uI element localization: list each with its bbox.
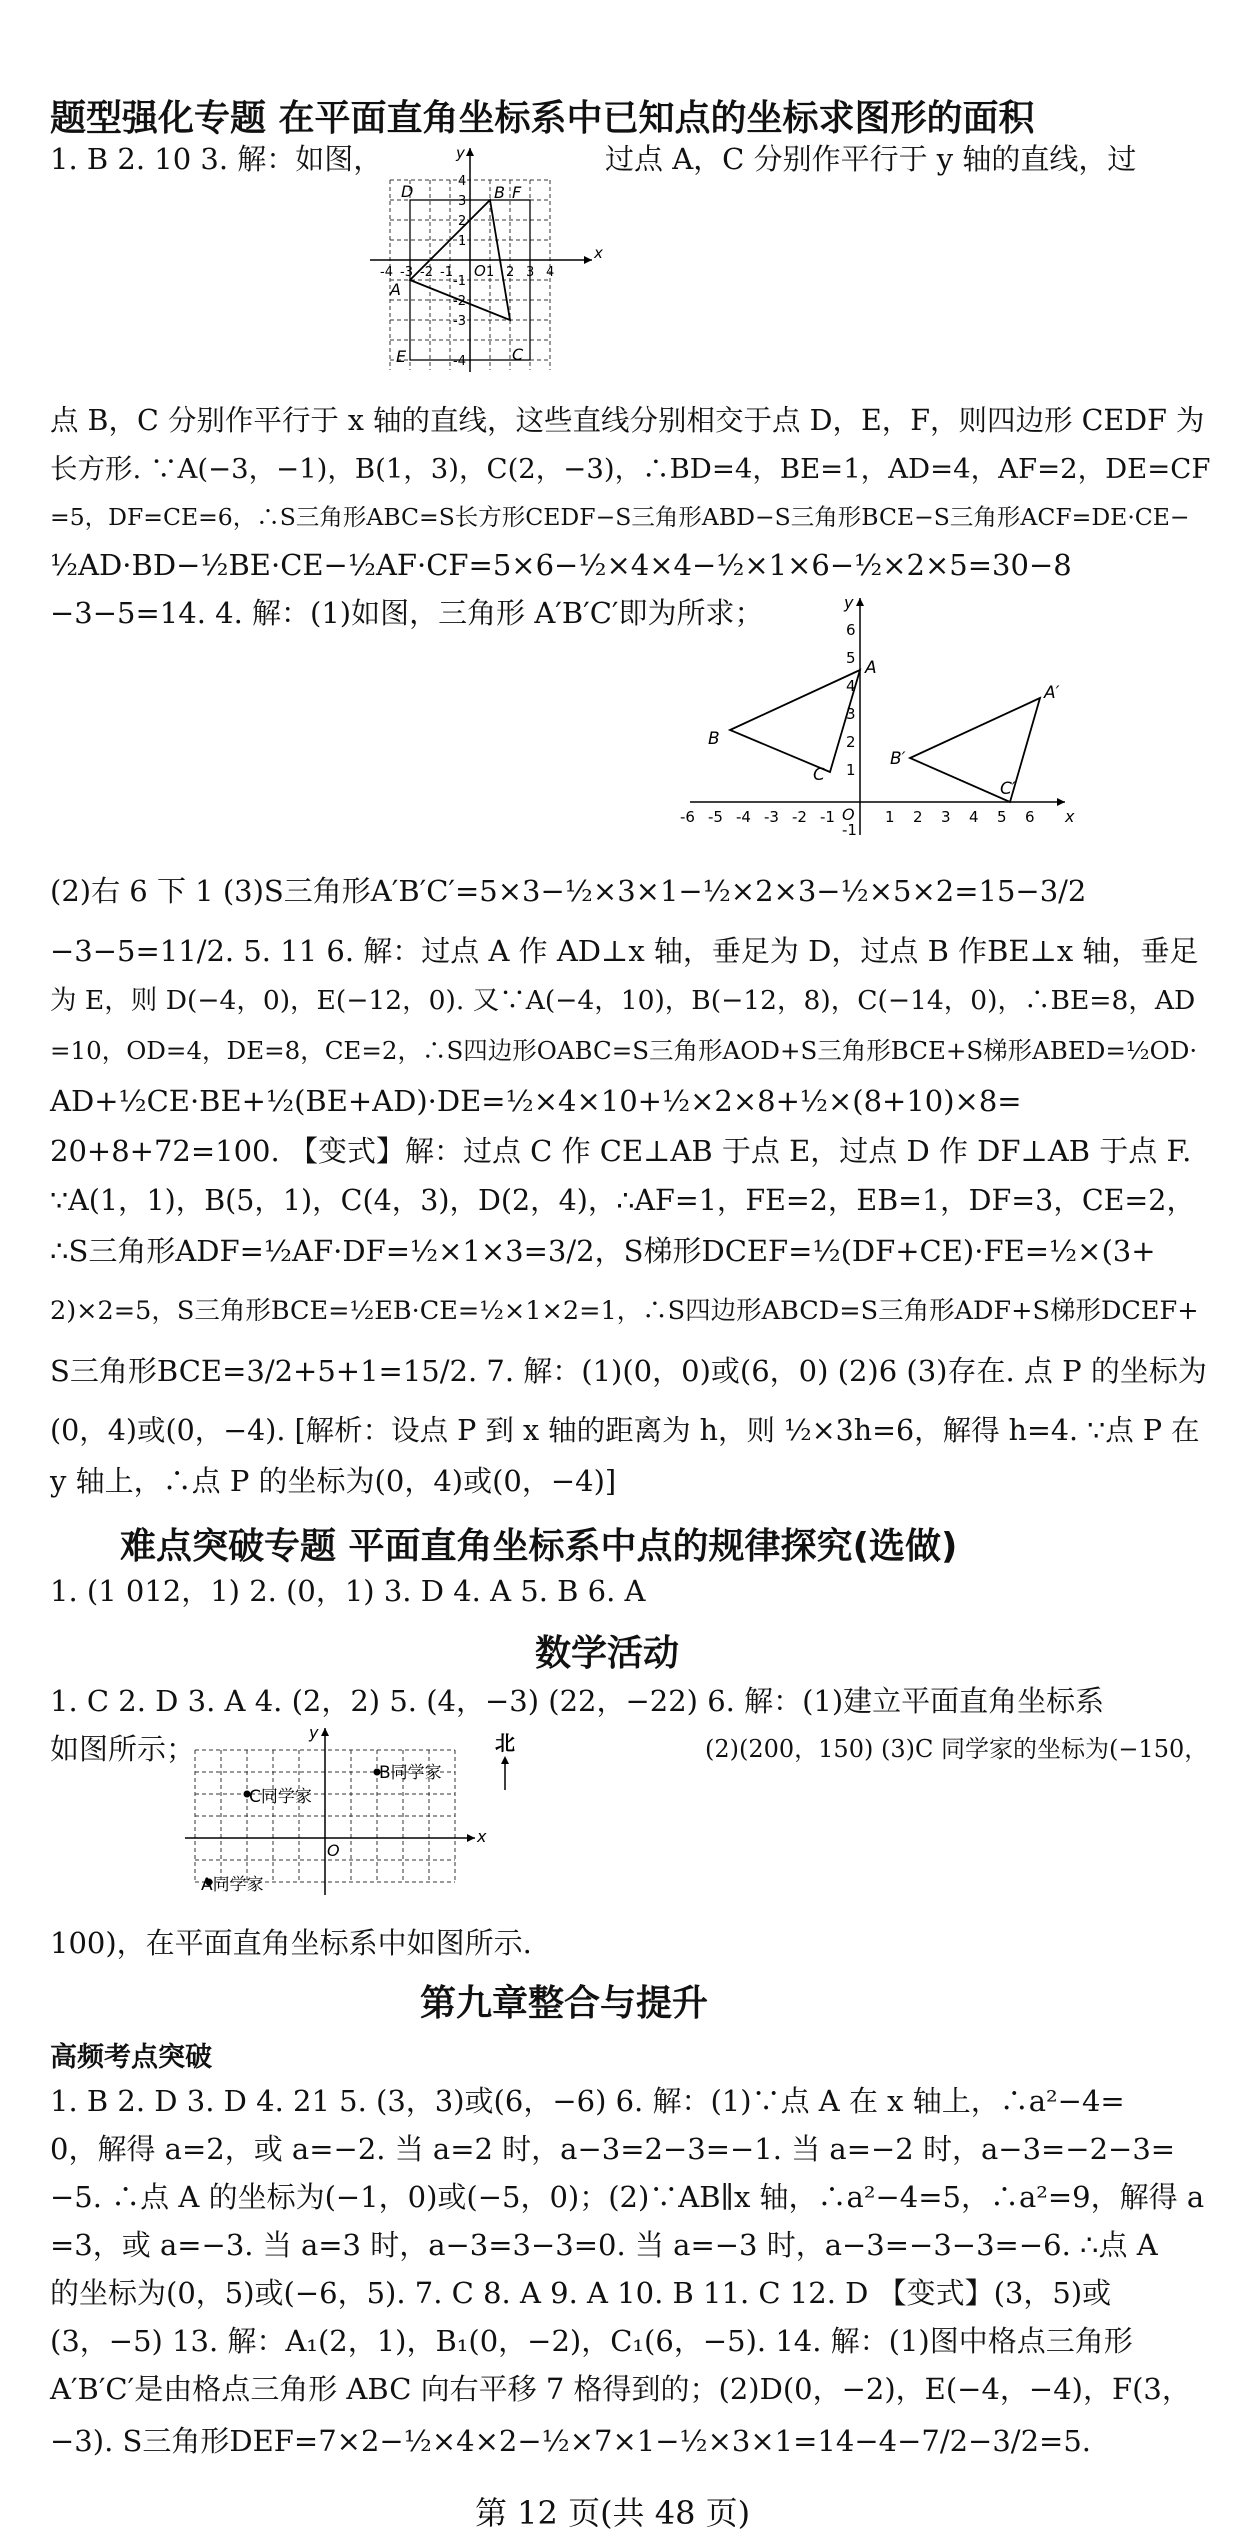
text-line-21: 1. C 2. D 3. A 4. (2，2) 5. (4，−3) (22，−22) 6. 解：(1)建立平面直角坐标系 [50, 1684, 1105, 1718]
text-line-19: y 轴上，∴点 P 的坐标为(0，4)或(0，−4)] [50, 1464, 617, 1498]
svg-text:-3: -3 [453, 314, 466, 329]
svg-text:3: 3 [458, 194, 467, 209]
text-line-18: (0，4)或(0，−4). [解析：设点 P 到 x 轴的距离为 h，则 ½×3h=6，解得 h=4. ∵点 P 在 [50, 1414, 1200, 1447]
text-line-24: 100)，在平面直角坐标系中如图所示. [50, 1926, 532, 1960]
page-footer: 第 12 页(共 48 页) [475, 2494, 751, 2532]
svg-text:6: 6 [846, 621, 856, 639]
svg-text:A′: A′ [1044, 683, 1060, 703]
svg-text:y: y [844, 593, 854, 612]
svg-text:F: F [512, 183, 522, 202]
text-line-28: =3，或 a=−3. 当 a=3 时，a−3=3−3=0. 当 a=−3 时，a−3=−3−3=−6. ∴点 A [50, 2228, 1158, 2262]
svg-text:4: 4 [969, 808, 979, 826]
text-line-9: −3−5=11/2. 5. 11 6. 解：过点 A 作 AD⊥x 轴，垂足为 D，过点 B 作BE⊥x 轴，垂足 [50, 934, 1199, 968]
svg-text:1: 1 [885, 808, 895, 826]
svg-text:O: O [474, 262, 486, 280]
svg-text:-2: -2 [453, 294, 466, 309]
north-label: 北 [495, 1731, 515, 1755]
text-line-4: 长方形. ∵A(−3，−1)，B(1，3)，C(2，−3)，∴BD=4，BE=1，AD=4，AF=2，DE=CF [50, 453, 1211, 485]
svg-text:-3: -3 [764, 808, 779, 826]
section-title-pattern: 难点突破专题 平面直角坐标系中点的规律探究(选做) [120, 1526, 958, 1567]
text-line-14: ∵A(1，1)，B(5，1)，C(4，3)，D(2，4)，∴AF=1，FE=2，EB=1，DF=3，CE=2， [50, 1184, 1195, 1217]
svg-text:-2: -2 [792, 808, 807, 826]
text-line-23: (2)(200，150) (3)C 同学家的坐标为(−150， [705, 1735, 1209, 1763]
svg-text:5: 5 [997, 808, 1007, 826]
svg-text:1: 1 [846, 761, 856, 779]
svg-text:1: 1 [458, 234, 467, 249]
svg-text:C同学家: C同学家 [249, 1787, 312, 1807]
svg-text:-3: -3 [400, 265, 413, 280]
text-line-13: 20+8+72=100. 【变式】解：过点 C 作 CE⊥AB 于点 E，过点 D 作 DF⊥AB 于点 F. [50, 1134, 1192, 1168]
svg-text:B′: B′ [890, 749, 906, 769]
svg-text:A: A [390, 280, 401, 299]
svg-text:A: A [865, 658, 877, 678]
text-line-25: 1. B 2. D 3. D 4. 21 5. (3，3)或(6，−6) 6. 解：(1)∵点 A 在 x 轴上，∴a²−4= [50, 2084, 1125, 2118]
svg-text:B同学家: B同学家 [379, 1763, 442, 1783]
section-title-activity: 数学活动 [535, 1633, 680, 1674]
text-line-11: =10，OD=4，DE=8，CE=2，∴S四边形OABC=S三角形AOD+S三角形BCE+S梯形ABED=½OD· [50, 1036, 1198, 1065]
svg-text:6: 6 [1025, 808, 1035, 826]
svg-text:4: 4 [846, 677, 856, 695]
svg-text:x: x [477, 1827, 487, 1846]
svg-text:1: 1 [486, 265, 495, 280]
text-line-29: 的坐标为(0，5)或(−6，5). 7. C 8. A 9. A 10. B 11. C 12. D 【变式】(3，5)或 [50, 2276, 1112, 2310]
svg-text:C′: C′ [1000, 779, 1016, 799]
text-line-32: −3). S三角形DEF=7×2−½×4×2−½×7×1−½×3×1=14−4−7/2−3/2=5. [50, 2424, 1091, 2458]
text-line-26: 0，解得 a=2，或 a=−2. 当 a=2 时，a−3=2−3=−1. 当 a=−2 时，a−3=−2−3= [50, 2132, 1176, 2166]
svg-text:y: y [309, 1723, 319, 1742]
text-line-16: 2)×2=5，S三角形BCE=½EB·CE=½×1×2=1，∴S四边形ABCD=S三角形ADF+S梯形DCEF+ [50, 1296, 1199, 1326]
svg-text:x: x [1065, 807, 1075, 826]
svg-text:3: 3 [526, 265, 535, 280]
svg-text:E: E [396, 347, 407, 366]
svg-text:2: 2 [846, 733, 856, 751]
svg-text:-1: -1 [440, 265, 453, 280]
text-line-30: (3，−5) 13. 解：A₁(2，1)，B₁(0，−2)，C₁(6，−5). 14. 解：(1)图中格点三角形 [50, 2324, 1133, 2358]
svg-text:O: O [327, 1841, 340, 1860]
svg-text:C: C [512, 345, 524, 364]
svg-text:-1: -1 [820, 808, 835, 826]
text-line-22: 如图所示； [50, 1732, 196, 1766]
figure-translated-triangle [680, 590, 1080, 840]
svg-text:3: 3 [846, 705, 856, 723]
svg-text:O: O [842, 805, 855, 824]
svg-text:-1: -1 [453, 274, 466, 289]
svg-text:-1: -1 [842, 821, 857, 839]
svg-text:x: x [594, 244, 603, 262]
svg-text:B: B [708, 729, 720, 749]
text-line-15: ∴S三角形ADF=½AF·DF=½×1×3=3/2，S梯形DCEF=½(DF+CE)·FE=½×(3+ [50, 1234, 1156, 1268]
svg-text:5: 5 [846, 649, 856, 667]
text-line-5: =5，DF=CE=6，∴S三角形ABC=S长方形CEDF−S三角形ABD−S三角形BCE−S三角形ACF=DE·CE− [50, 503, 1190, 531]
svg-text:C: C [813, 765, 825, 785]
text-line-20: 1. (1 012，1) 2. (0，1) 3. D 4. A 5. B 6. A [50, 1574, 646, 1608]
text-line-31: A′B′C′是由格点三角形 ABC 向右平移 7 格得到的；(2)D(0，−2)，E(−4，−4)，F(3， [50, 2372, 1191, 2406]
figure-classmates-map [175, 1720, 515, 1910]
text-line-17: S三角形BCE=3/2+5+1=15/2. 7. 解：(1)(0，0)或(6，0) (2)6 (3)存在. 点 P 的坐标为 [50, 1354, 1207, 1388]
svg-text:B: B [494, 183, 505, 202]
svg-text:y: y [456, 144, 465, 162]
text-line-12: AD+½CE·BE+½(BE+AD)·DE=½×4×10+½×2×8+½×(8+10)×8= [50, 1084, 1022, 1118]
svg-text:3: 3 [941, 808, 951, 826]
svg-text:A同学家: A同学家 [201, 1875, 264, 1895]
text-line-10: 为 E，则 D(−4，0)，E(−12，0). 又∵A(−4，10)，B(−12，8)，C(−14，0)，∴BE=8，AD [50, 985, 1196, 1016]
svg-text:4: 4 [546, 265, 555, 280]
svg-text:-4: -4 [736, 808, 751, 826]
text-line-27: −5. ∴点 A 的坐标为(−1，0)或(−5，0)；(2)∵AB∥x 轴，∴a²−4=5，∴a²=9，解得 a [50, 2180, 1205, 2214]
figure-triangle-rectangle [360, 140, 610, 385]
svg-text:2: 2 [458, 214, 467, 229]
text-line-3: 点 B，C 分别作平行于 x 轴的直线，这些直线分别相交于点 D，E，F，则四边形 CEDF 为 [50, 404, 1205, 437]
svg-text:-6: -6 [680, 808, 695, 826]
svg-text:2: 2 [506, 265, 515, 280]
text-line-2: 过点 A，C 分别作平行于 y 轴的直线，过 [605, 142, 1137, 176]
text-line-7: −3−5=14. 4. 解：(1)如图，三角形 A′B′C′即为所求； [50, 596, 764, 630]
svg-text:-2: -2 [420, 265, 433, 280]
subheading-high-frequency: 高频考点突破 [50, 2042, 212, 2073]
svg-text:4: 4 [458, 174, 467, 189]
section-title-area: 题型强化专题 在平面直角坐标系中已知点的坐标求图形的面积 [50, 98, 1035, 139]
svg-text:-4: -4 [380, 265, 393, 280]
svg-text:-5: -5 [708, 808, 723, 826]
svg-text:-4: -4 [453, 354, 466, 369]
svg-text:2: 2 [913, 808, 923, 826]
text-line-8: (2)右 6 下 1 (3)S三角形A′B′C′=5×3−½×3×1−½×2×3−½×5×2=15−3/2 [50, 874, 1087, 908]
text-line-1: 1. B 2. 10 3. 解：如图， [50, 142, 383, 176]
section-title-chapter9: 第九章整合与提升 [420, 1983, 709, 2024]
svg-text:D: D [401, 182, 414, 201]
text-line-6: ½AD·BD−½BE·CE−½AF·CF=5×6−½×4×4−½×1×6−½×2×5=30−8 [50, 548, 1072, 582]
